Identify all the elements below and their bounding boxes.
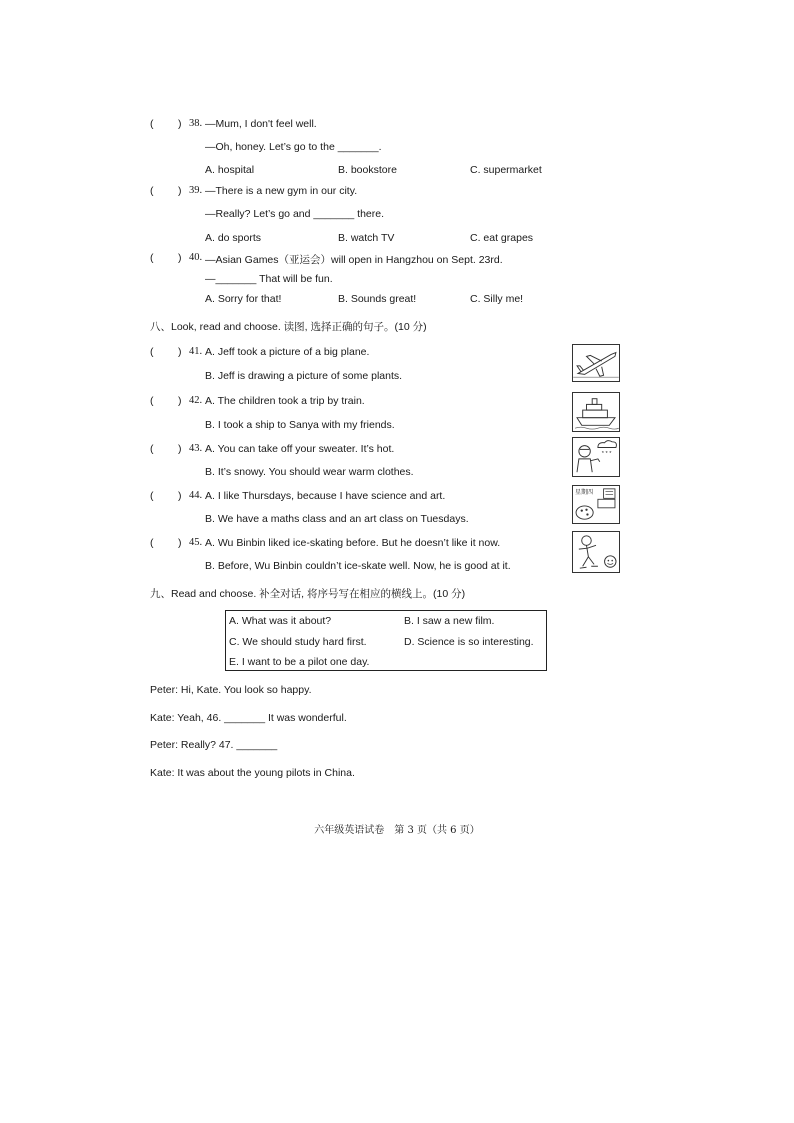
paren-close: ) <box>178 443 182 455</box>
question-43-option-b: B. It’s snowy. You should wear warm clothes. <box>205 466 414 478</box>
question-number-38: 38. <box>189 118 203 129</box>
dialog-line-2[interactable]: Kate: Yeah, 46. _______ It was wonderful. <box>150 712 347 724</box>
paren-close: ) <box>178 185 182 197</box>
option-38-c: C. supermarket <box>470 164 542 176</box>
paren-close: ) <box>178 252 182 264</box>
question-number-39: 39. <box>189 185 203 196</box>
paren-open: ( <box>150 537 154 549</box>
question-number-40: 40. <box>189 252 203 263</box>
question-44-option-b: B. We have a maths class and an art class on Tuesdays. <box>205 513 469 525</box>
option-c: C. We should study hard first. <box>229 636 367 648</box>
paren-close: ) <box>178 537 182 549</box>
option-39-a: A. do sports <box>205 232 262 244</box>
question-number-45: 45. <box>189 537 203 548</box>
option-e: E. I want to be a pilot one day. <box>229 656 370 668</box>
dialog-line-1: Peter: Hi, Kate. You look so happy. <box>150 684 312 696</box>
section-9-title: 九、Read and choose. 补全对话, 将序号写在相应的横线上。(10 分) <box>150 588 466 600</box>
question-39-line1: —There is a new gym in our city. <box>205 185 358 197</box>
paren-open: ( <box>150 185 154 197</box>
question-40-line1: —Asian Games（亚运会）will open in Hangzhou on Sept. 23rd. <box>205 254 503 266</box>
ship-icon <box>572 392 620 432</box>
question-45-option-b: B. Before, Wu Binbin couldn’t ice-skate well. Now, he is good at it. <box>205 560 511 572</box>
page-footer: 六年级英语试卷 第 3 页（共 6 页） <box>314 825 480 836</box>
section-8-title: 八、Look, read and choose. 读图, 选择正确的句子。(10 分) <box>150 321 427 333</box>
snow-child-icon <box>572 437 620 477</box>
question-41-option-b: B. Jeff is drawing a picture of some plants. <box>205 370 403 382</box>
dialog-line-4: Kate: It was about the young pilots in China. <box>150 767 355 779</box>
paren-open: ( <box>150 395 154 407</box>
option-38-b: B. bookstore <box>338 164 397 176</box>
question-39-line2: —Really? Let’s go and _______ there. <box>205 208 385 220</box>
question-42-option-b: B. I took a ship to Sanya with my friends. <box>205 419 395 431</box>
question-42-option-a: A. The children took a trip by train. <box>205 395 365 407</box>
question-number-41: 41. <box>189 346 203 357</box>
paren-close: ) <box>178 118 182 130</box>
question-number-43: 43. <box>189 443 203 454</box>
question-44-option-a: A. I like Thursdays, because I have science and art. <box>205 490 446 502</box>
question-38-line1: —Mum, I don't feel well. <box>205 118 317 130</box>
paren-close: ) <box>178 395 182 407</box>
option-38-a: A. hospital <box>205 164 255 176</box>
paren-open: ( <box>150 346 154 358</box>
question-number-44: 44. <box>189 490 203 501</box>
paren-close: ) <box>178 490 182 502</box>
pic-label-thursday: 星期四 <box>575 489 594 496</box>
question-41-option-a: A. Jeff took a picture of a big plane. <box>205 346 370 358</box>
paren-open: ( <box>150 443 154 455</box>
question-38-line2: —Oh, honey. Let’s go to the _______. <box>205 141 382 153</box>
question-43-option-a: A. You can take off your sweater. It’s hot. <box>205 443 395 455</box>
paren-close: ) <box>178 346 182 358</box>
option-39-c: C. eat grapes <box>470 232 534 244</box>
question-45-option-a: A. Wu Binbin liked ice-skating before. But he doesn’t like it now. <box>205 537 501 549</box>
paren-open: ( <box>150 252 154 264</box>
option-40-b: B. Sounds great! <box>338 293 417 305</box>
option-b: B. I saw a new film. <box>404 615 495 627</box>
option-39-b: B. watch TV <box>338 232 395 244</box>
paren-open: ( <box>150 490 154 502</box>
ice-skater-icon <box>572 531 620 573</box>
option-d: D. Science is so interesting. <box>404 636 534 648</box>
dialog-line-3[interactable]: Peter: Really? 47. _______ <box>150 739 278 751</box>
svg-text:* * *: * * * <box>601 451 612 458</box>
question-number-42: 42. <box>189 395 203 406</box>
option-40-c: C. Silly me! <box>470 293 524 305</box>
question-40-line2: —_______ That will be fun. <box>205 273 333 285</box>
option-40-a: A. Sorry for that! <box>205 293 282 305</box>
option-a: A. What was it about? <box>229 615 332 627</box>
airplane-icon <box>572 344 620 382</box>
paren-open: ( <box>150 118 154 130</box>
thursday-schedule-icon <box>572 485 620 524</box>
options-box <box>225 610 547 671</box>
